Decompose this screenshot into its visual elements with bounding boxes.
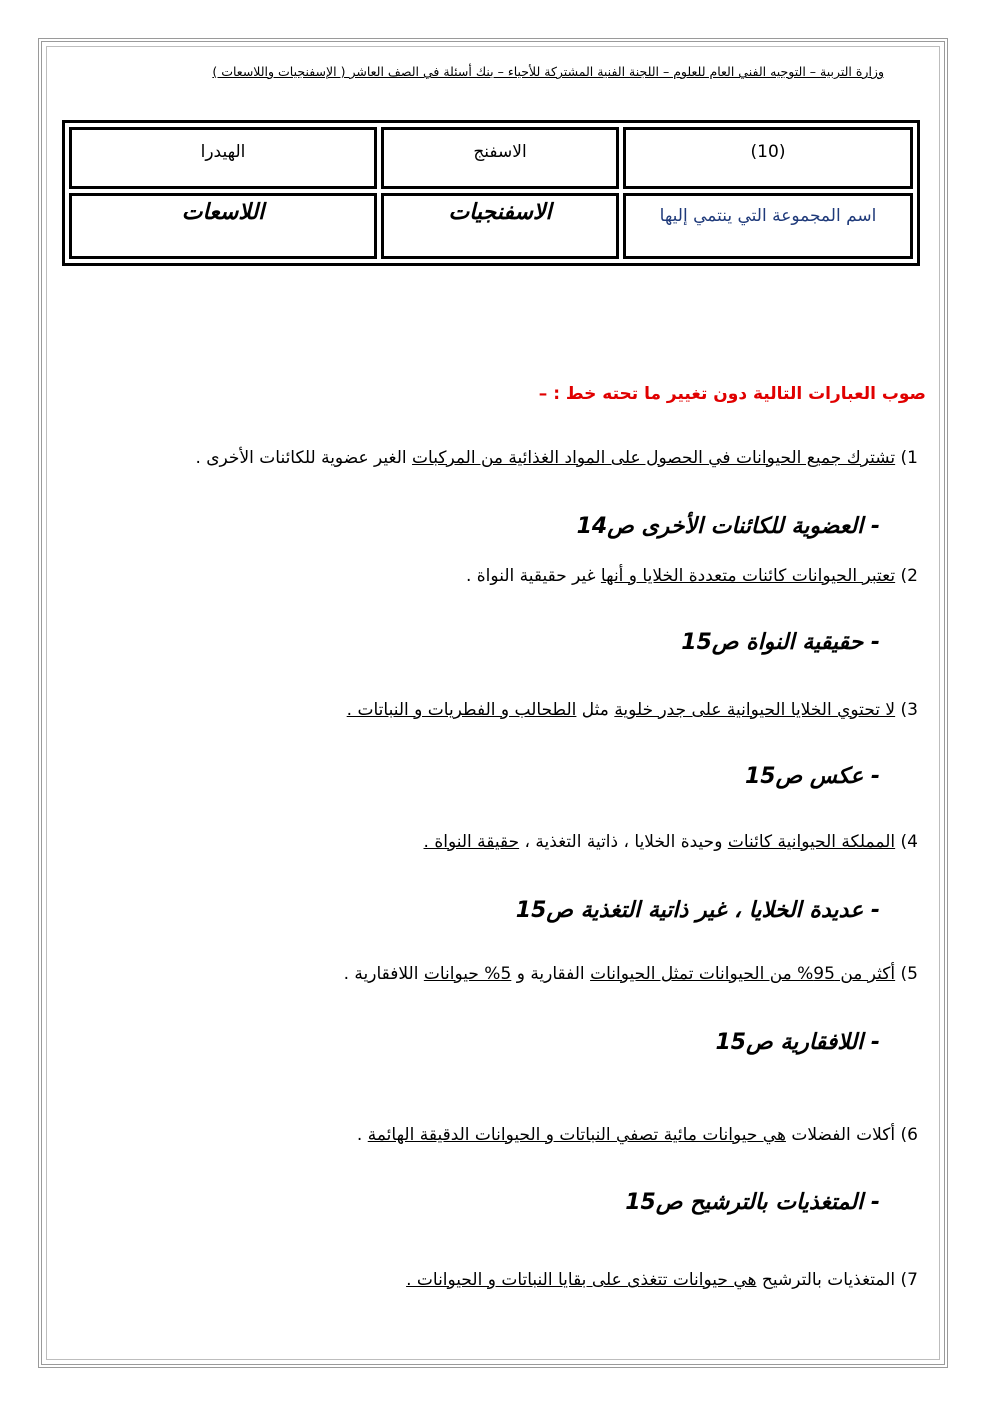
question-number: 3) — [900, 700, 918, 720]
underlined-text: تشترك جميع الحيوانات في الحصول على المواد الغذائية من المركبات — [412, 448, 896, 468]
plain-text: المتغذيات بالترشيح — [756, 1270, 901, 1290]
plain-text: أكلات الفضلات — [785, 1125, 901, 1145]
question-3 — [347, 700, 918, 720]
question-4 — [424, 832, 918, 852]
question-number: 6) — [900, 1125, 918, 1145]
page-header: وزارة التربية – التوجيه الفني العام للعلوم – اللجنة الفنية المشتركة للأحياء – بنك أسئلة في الصف العاشر ( الإسفنجيات واللاسعات ) — [212, 64, 884, 79]
question-7 — [406, 1270, 918, 1290]
question-number: 5) — [900, 964, 918, 984]
answer-2: - حقيقية النواة ص15 — [681, 630, 880, 655]
plain-text: . — [356, 1125, 368, 1145]
answer-6: - المتغذيات بالترشيح ص15 — [625, 1190, 880, 1215]
table-col1-answer: الاسفنجيات — [381, 193, 619, 259]
plain-text: غير حقيقية النواة . — [465, 566, 601, 586]
table-col2-name: الهيدرا — [69, 127, 377, 189]
underlined-text: هي حيوانات مائية تصفي النباتات و الحيوانات الدقيقة الهائمة — [367, 1125, 786, 1145]
question-number: 1) — [900, 448, 918, 468]
plain-text: وحيدة الخلايا ، ذاتية التغذية ، — [519, 832, 728, 852]
plain-text: مثل — [576, 700, 615, 720]
question-1 — [195, 448, 918, 468]
underlined-text: لا تحتوي الخلايا الحيوانية على جدر خلوية — [614, 700, 896, 720]
info-table — [62, 120, 920, 266]
question-6 — [357, 1125, 918, 1145]
answer-3: - عكس ص15 — [745, 764, 880, 789]
question-5 — [344, 964, 918, 984]
section-title: صوب العبارات التالية دون تغيير ما تحته خط : – — [538, 384, 926, 404]
table-col2-answer: اللاسعات — [69, 193, 377, 259]
underlined-text: تعتبر الحيوانات كائنات متعددة الخلايا و أنها — [600, 566, 896, 586]
question-number: 7) — [900, 1270, 918, 1290]
underlined-text: 5% حيوانات — [423, 964, 512, 984]
answer-4: - عديدة الخلايا ، غير ذاتية التغذية ص15 — [515, 898, 880, 923]
underlined-text: الطحالب و الفطريات و النباتات . — [346, 700, 577, 720]
table-number-cell: (10) — [623, 127, 913, 189]
question-2 — [466, 566, 918, 586]
table-row — [69, 127, 913, 189]
table-row — [69, 193, 913, 259]
underlined-text: المملكة الحيوانية كائنات — [727, 832, 896, 852]
table-row-label: اسم المجموعة التي ينتمي إليها — [623, 193, 913, 259]
table-col1-name: الاسفنج — [381, 127, 619, 189]
underlined-text: حقيقة النواة . — [423, 832, 520, 852]
answer-1: - العضوية للكائنات الأخرى ص14 — [576, 514, 880, 539]
underlined-text: أكثر من 95% من الحيوانات تمثل الحيوانات — [590, 964, 896, 984]
underlined-text: هي حيوانات تتغذى على بقايا النباتات و الحيوانات . — [406, 1270, 757, 1290]
question-number: 2) — [900, 566, 918, 586]
plain-text: اللافقارية . — [343, 964, 424, 984]
question-number: 4) — [900, 832, 918, 852]
plain-text: الفقارية و — [511, 964, 591, 984]
plain-text: الغير عضوية للكائنات الأخرى . — [195, 448, 413, 468]
answer-5: - اللافقارية ص15 — [715, 1030, 880, 1055]
